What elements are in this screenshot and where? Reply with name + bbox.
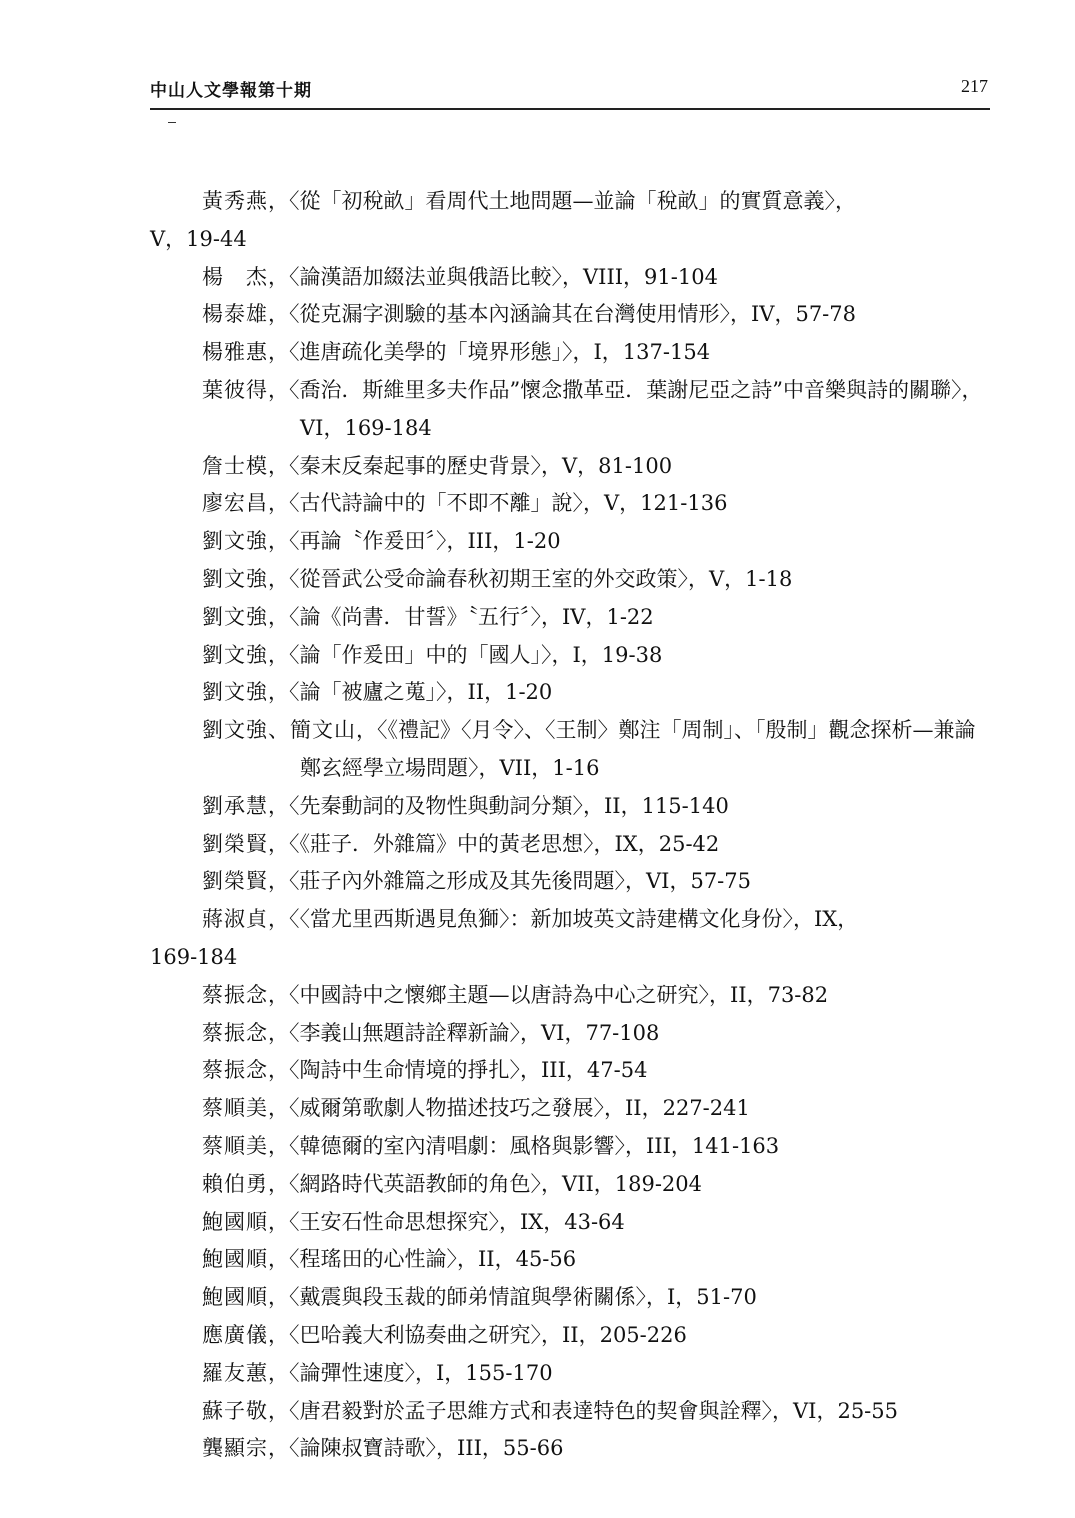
journal-title: 中山人文學報第十期	[150, 81, 312, 101]
entry-author: 劉榮賢	[202, 831, 268, 856]
bibliography-list	[150, 183, 995, 1468]
entry-author: 賴伯勇	[202, 1171, 268, 1196]
entry-author: 羅友蕙	[202, 1360, 268, 1385]
entry-author: 蔡順美	[202, 1096, 268, 1121]
bibliography-entry	[150, 1241, 995, 1279]
entry-author: 蔡振念	[202, 982, 268, 1007]
bibliography-entry	[150, 863, 995, 901]
bibliography-entry	[150, 977, 995, 1015]
entry-citation: ，〈論「被廬之蒐」〉，II，1-20	[268, 680, 553, 705]
entry-citation: ，〈進唐疏化美學的「境界形態」〉，I，137-154	[268, 340, 711, 365]
bibliography-entry	[150, 372, 995, 448]
bibliography-entry	[150, 901, 995, 977]
entry-citation: ，〈程瑤田的心性論〉，II，45-56	[268, 1247, 577, 1272]
entry-citation: ，〈論陳叔寶詩歌〉，III，55-66	[268, 1436, 564, 1461]
entry-citation: ，〈從克漏字測驗的基本內涵論其在台灣使用情形〉，IV，57-78	[268, 302, 856, 327]
bibliography-entry	[150, 1279, 995, 1317]
running-header	[150, 74, 990, 110]
bibliography-entry	[150, 788, 995, 826]
entry-citation: ，〈秦末反秦起事的歷史背景〉，V，81-100	[268, 453, 673, 478]
entry-citation: ，〈莊子內外雜篇之形成及其先後問題〉，VI，57-75	[268, 869, 751, 894]
entry-citation: ，〈戴震與段玉裁的師弟情誼與學術關係〉，I，51-70	[268, 1285, 757, 1310]
bibliography-entry	[150, 826, 995, 864]
entry-citation: ，〈喬治．斯維里多夫作品”懷念撒革亞．葉謝尼亞之詩”中音樂與詩的關聯〉，VI，169-184	[268, 377, 983, 440]
entry-citation: ，〈〈當尤里西斯遇見魚獅〉：新加坡英文詩建構文化身份〉，IX，	[268, 907, 859, 932]
bibliography-entry	[150, 1355, 995, 1393]
entry-citation: ，〈威爾第歌劇人物描述技巧之發展〉，II，227-241	[268, 1096, 750, 1121]
entry-citation: ，〈唐君毅對於孟子思維方式和表達特色的契會與詮釋〉，VI，25-55	[268, 1398, 898, 1423]
bibliography-entry	[150, 1430, 995, 1468]
entry-continuation: 169-184	[150, 944, 238, 969]
entry-author: 蘇子敬	[202, 1398, 268, 1423]
entry-author: 廖宏昌	[202, 491, 268, 516]
entry-author: 楊 杰	[202, 264, 268, 289]
entry-author: 黃秀燕	[202, 189, 268, 213]
entry-author: 蔣淑貞	[202, 907, 268, 932]
entry-continuation: V，19-44	[150, 226, 247, 251]
bibliography-entry	[150, 599, 995, 637]
bibliography-entry	[150, 183, 995, 259]
bibliography-entry	[150, 1015, 995, 1053]
entry-citation: ，〈陶詩中生命情境的掙扎〉，III，47-54	[268, 1058, 648, 1083]
entry-citation: ，〈從晉武公受命論春秋初期王室的外交政策〉，V，1-18	[268, 566, 793, 591]
bibliography-entry	[150, 1166, 995, 1204]
bibliography-entry	[150, 712, 995, 788]
entry-author: 劉文強	[202, 604, 268, 629]
bibliography-entry	[150, 259, 995, 297]
entry-citation: ，〈先秦動詞的及物性與動詞分類〉，II，115-140	[268, 793, 729, 818]
entry-author: 劉文強	[202, 642, 268, 667]
entry-citation: ，〈論《尚書．甘誓》〝五行〞〉，IV，1-22	[268, 604, 654, 629]
bibliography-entry	[150, 637, 995, 675]
entry-author: 楊泰雄	[202, 302, 268, 327]
bibliography-entry	[150, 485, 995, 523]
entry-citation: ，〈論漢語加綴法並與俄語比較〉，VIII，91-104	[268, 264, 718, 289]
page-number: 217	[961, 76, 988, 96]
entry-citation: ，〈《禮記》〈月令〉、〈王制〉鄭注「周制」、「殷制」觀念探析—兼論鄭玄經學立場問題〉，VII，1-16	[300, 718, 976, 780]
entry-citation: ，〈論「作爰田」中的「國人」〉，I，19-38	[268, 642, 663, 667]
bibliography-entry	[150, 1090, 995, 1128]
header-tick-mark	[168, 122, 176, 123]
entry-citation: ，〈網路時代英語教師的角色〉，VII，189-204	[268, 1171, 703, 1196]
bibliography-entry	[150, 674, 995, 712]
entry-citation: ，〈《莊子．外雜篇》中的黃老思想〉，IX，25-42	[268, 831, 720, 856]
entry-author: 龔顯宗	[202, 1436, 268, 1461]
entry-citation: ，〈中國詩中之懷鄉主題—以唐詩為中心之研究〉，II，73-82	[268, 982, 829, 1007]
bibliography-entry	[150, 334, 995, 372]
bibliography-entry	[150, 523, 995, 561]
entry-citation: ，〈古代詩論中的「不即不離」說〉，V，121-136	[268, 491, 728, 516]
entry-author: 葉彼得	[202, 377, 268, 402]
entry-author: 鮑國順	[202, 1285, 268, 1310]
entry-author: 鮑國順	[202, 1247, 268, 1272]
entry-author: 應廣儀	[202, 1322, 268, 1347]
entry-author: 蔡振念	[202, 1058, 268, 1083]
bibliography-entry	[150, 1052, 995, 1090]
entry-author: 詹士模	[202, 453, 268, 478]
bibliography-entry	[150, 561, 995, 599]
entry-citation: ，〈再論〝作爰田〞〉，III，1-20	[268, 529, 561, 554]
entry-citation: ，〈王安石性命思想探究〉，IX，43-64	[268, 1209, 625, 1234]
entry-author: 楊雅惠	[202, 340, 268, 365]
bibliography-entry	[150, 1128, 995, 1166]
entry-author: 蔡振念	[202, 1020, 268, 1045]
entry-citation: ，〈巴哈義大利協奏曲之研究〉，II，205-226	[268, 1322, 687, 1347]
bibliography-entry	[150, 1204, 995, 1242]
entry-author: 劉文強	[202, 529, 268, 554]
entry-citation: ，〈從「初稅畝」看周代土地問題—並論「稅畝」的實質意義〉，	[268, 189, 856, 213]
entry-citation: ，〈李義山無題詩詮釋新論〉，VI，77-108	[268, 1020, 660, 1045]
bibliography-entry	[150, 1317, 995, 1355]
entry-author: 劉文強	[202, 566, 268, 591]
entry-author: 鮑國順	[202, 1209, 268, 1234]
entry-citation: ，〈韓德爾的室內清唱劇：風格與影響〉，III，141-163	[268, 1133, 780, 1158]
bibliography-entry	[150, 1393, 995, 1431]
entry-author: 劉承慧	[202, 793, 268, 818]
bibliography-entry	[150, 296, 995, 334]
bibliography-entry	[150, 448, 995, 486]
entry-author: 劉文強、簡文山	[202, 718, 356, 743]
entry-author: 劉文強	[202, 680, 268, 705]
entry-author: 蔡順美	[202, 1133, 268, 1158]
entry-author: 劉榮賢	[202, 869, 268, 894]
entry-citation: ，〈論彈性速度〉，I，155-170	[268, 1360, 553, 1385]
